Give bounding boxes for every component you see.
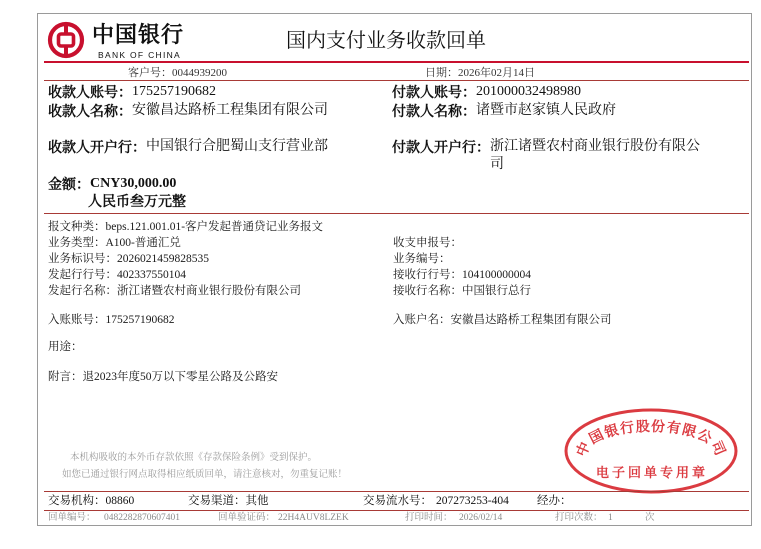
receiver-bank-no-value: 104100000004 xyxy=(462,269,531,281)
payer-account-label: 付款人账号： xyxy=(392,84,476,100)
receiver-bank-no-label: 接收行行号： xyxy=(393,269,462,281)
payee-account-row xyxy=(48,83,216,101)
print-time-value: 2026/02/14 xyxy=(459,513,503,523)
payee-name-row xyxy=(48,102,328,120)
payer-bank-label: 付款人开户行： xyxy=(392,139,490,155)
electronic-receipt-seal xyxy=(563,407,739,495)
remark-label: 附言： xyxy=(48,371,83,383)
payer-name-row xyxy=(392,102,616,120)
print-count-unit: 次 xyxy=(645,513,655,523)
payer-bank-row xyxy=(392,138,704,174)
payee-account-value: 175257190682 xyxy=(132,84,216,99)
footer-divider-top xyxy=(44,491,749,492)
receiver-bank-name-value: 中国银行总行 xyxy=(462,285,531,297)
payer-name-value: 诸暨市赵家镇人民政府 xyxy=(476,103,616,118)
verify-code-label: 回单验证码： xyxy=(218,513,276,523)
payee-bank-row xyxy=(48,138,328,156)
stamp-org-text xyxy=(573,418,729,459)
date-value: 2026年02月14日 xyxy=(458,67,535,79)
message-type-field xyxy=(48,220,323,234)
print-count-label: 打印次数： xyxy=(555,513,603,523)
payer-name-label: 付款人名称： xyxy=(392,103,476,119)
channel-value: 其他 xyxy=(245,495,269,507)
footer-divider-bottom xyxy=(44,510,749,511)
receipt-number-label: 回单编号： xyxy=(48,513,96,523)
receiver-bank-name-label: 接收行名称： xyxy=(393,285,462,297)
print-count-value: 1 xyxy=(608,513,613,523)
business-id-field xyxy=(48,252,209,266)
business-id-label: 业务标识号： xyxy=(48,253,117,265)
amount-value: CNY30,000.00 xyxy=(90,176,177,191)
institution-label: 交易机构： xyxy=(48,495,106,507)
sender-bank-name-label: 发起行名称： xyxy=(48,285,117,297)
payer-account-row xyxy=(392,83,581,101)
remark-field xyxy=(48,370,278,384)
message-type-value: beps.121.001.01-客户发起普通贷记业务报文 xyxy=(105,221,324,233)
business-no-field xyxy=(393,252,451,266)
stamp-org-path: 中国银行股份有限公司 xyxy=(573,418,729,460)
declaration-no-field xyxy=(393,236,462,250)
handler-label: 经办： xyxy=(537,495,572,507)
deposit-insurance-notice: 本机构吸收的本外币存款依照《存款保险条例》受到保护。 xyxy=(70,453,318,463)
bank-name-en: BANK OF CHINA xyxy=(98,50,182,60)
message-type-label: 报文种类： xyxy=(48,221,106,233)
sender-bank-name-value: 浙江诸暨农村商业银行股份有限公司 xyxy=(117,285,301,297)
business-type-value: A100-普通汇兑 xyxy=(105,237,181,249)
remark-value: 退2023年度50万以下零星公路及公路安 xyxy=(82,371,278,383)
bank-of-china-emblem-icon xyxy=(47,21,85,59)
credit-account-field xyxy=(48,313,175,327)
amount-in-words: 人民币叁万元整 xyxy=(88,193,186,209)
header-divider xyxy=(44,61,749,63)
handler-field xyxy=(537,494,572,508)
purpose-label: 用途： xyxy=(48,341,83,353)
receiver-bank-name-field xyxy=(393,284,531,298)
institution-field xyxy=(48,494,134,508)
declaration-no-label: 收支申报号： xyxy=(393,237,462,249)
amount-divider xyxy=(44,213,749,214)
verify-code-value: 22H4AUV8LZEK xyxy=(278,513,349,523)
sender-bank-no-label: 发起行行号： xyxy=(48,269,117,281)
sender-bank-no-field xyxy=(48,268,186,282)
date-field xyxy=(425,67,535,80)
customer-no-value: 0044939200 xyxy=(172,67,227,79)
credit-account-name-value: 安徽昌达路桥工程集团有限公司 xyxy=(450,314,612,326)
payee-name-value: 安徽昌达路桥工程集团有限公司 xyxy=(132,103,328,118)
serial-label: 交易流水号： xyxy=(363,495,432,507)
channel-label: 交易渠道： xyxy=(188,495,246,507)
payee-bank-label: 收款人开户行： xyxy=(48,139,146,155)
business-type-field xyxy=(48,236,181,250)
sender-bank-no-value: 402337550104 xyxy=(117,269,186,281)
business-type-label: 业务类型： xyxy=(48,237,106,249)
customer-no-field xyxy=(128,67,227,80)
stamp-purpose-text: 电子回单专用章 xyxy=(595,466,709,481)
payee-account-label: 收款人账号： xyxy=(48,84,132,100)
purpose-field xyxy=(48,340,83,354)
credit-account-value: 175257190682 xyxy=(105,314,175,326)
receiver-bank-no-field xyxy=(393,268,531,282)
sender-bank-name-field xyxy=(48,284,301,298)
credit-account-name-label: 入账户名： xyxy=(393,314,451,326)
payee-name-label: 收款人名称： xyxy=(48,103,132,119)
bank-name-cn: 中国银行 xyxy=(92,22,185,48)
credit-account-name-field xyxy=(393,313,612,327)
business-id-value: 2026021459828535 xyxy=(117,253,209,265)
business-no-label: 业务编号： xyxy=(393,253,451,265)
credit-account-label: 入账账号： xyxy=(48,314,106,326)
payer-account-value: 201000032498980 xyxy=(476,84,581,99)
date-label: 日期： xyxy=(425,67,458,79)
institution-value: 08860 xyxy=(105,495,135,507)
channel-field xyxy=(188,494,269,508)
amount-label: 金额： xyxy=(48,176,90,192)
serial-field xyxy=(363,494,509,508)
duplicate-entry-notice: 如您已通过银行网点取得相应纸质回单，请注意核对，勿重复记账！ xyxy=(62,470,348,480)
payee-bank-value: 中国银行合肥蜀山支行营业部 xyxy=(146,139,328,154)
customer-no-label: 客户号： xyxy=(128,67,172,79)
receipt-title: 国内支付业务收款回单 xyxy=(286,28,486,52)
print-time-label: 打印时间： xyxy=(405,513,453,523)
serial-value: 207273253-404 xyxy=(436,495,509,507)
payer-bank-value: 浙江诸暨农村商业银行股份有限公司 xyxy=(490,139,700,172)
amount-row xyxy=(48,175,176,193)
meta-divider xyxy=(44,80,749,81)
receipt-number-value: 0482282870607401 xyxy=(104,513,180,523)
